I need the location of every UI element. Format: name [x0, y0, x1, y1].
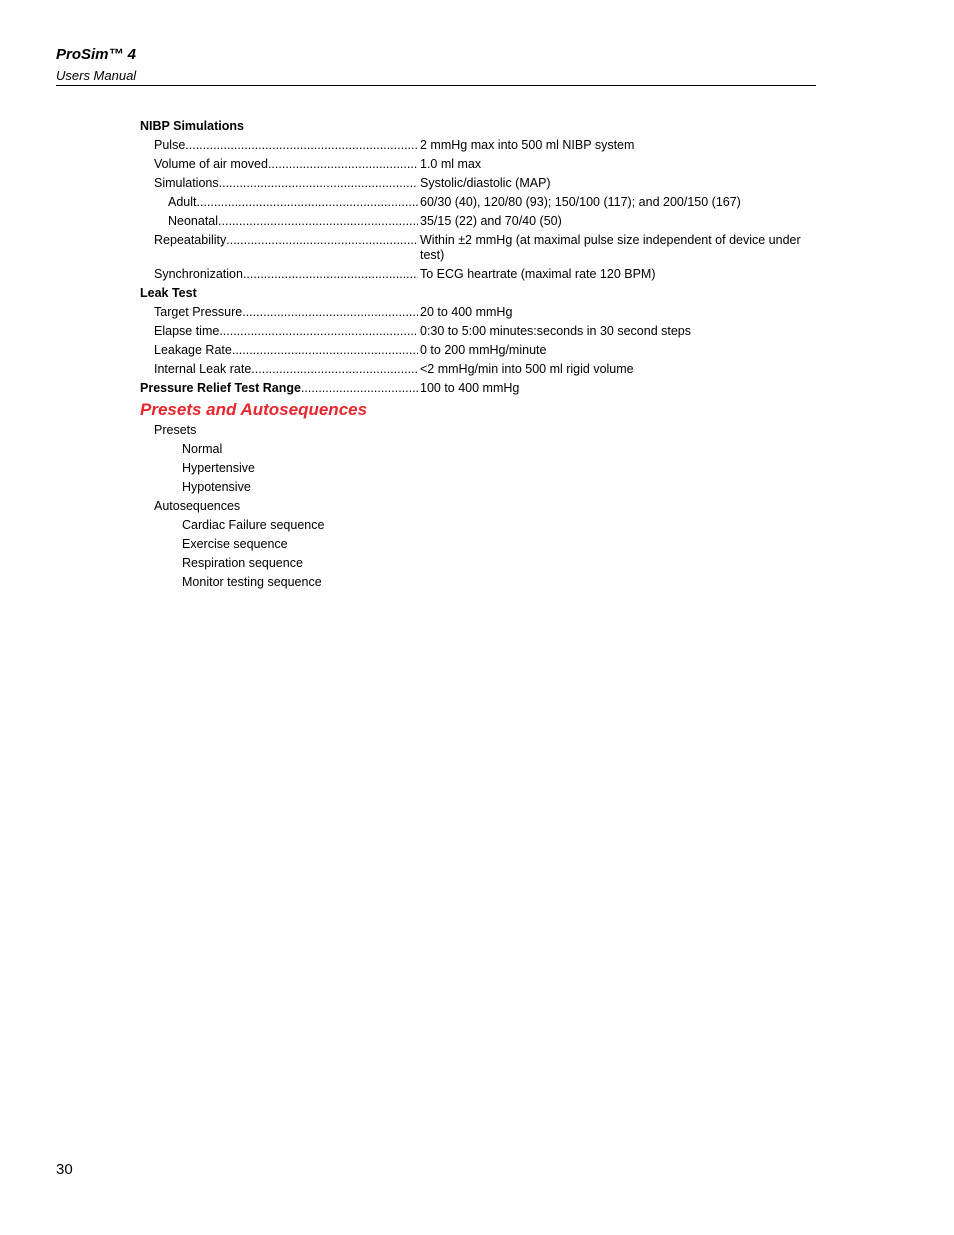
leak-test-heading: Leak Test — [140, 286, 197, 300]
spec-value: 1.0 ml max — [420, 157, 482, 171]
spec-row — [140, 362, 816, 377]
spec-label: Synchronization — [154, 267, 243, 281]
list-item: Respiration sequence — [182, 556, 303, 570]
spec-row — [140, 176, 816, 191]
spec-row — [140, 305, 816, 320]
spec-row — [140, 195, 816, 210]
list-item: Exercise sequence — [182, 537, 288, 551]
spec-label: Target Pressure — [154, 305, 243, 319]
list-item: Hypertensive — [182, 461, 255, 475]
spec-label: Leakage Rate — [154, 343, 232, 357]
list-item: Hypotensive — [182, 480, 251, 494]
spec-label: Neonatal — [168, 214, 219, 228]
list-item: Cardiac Failure sequence — [182, 518, 325, 532]
spec-label: Pressure Relief Test Range — [140, 381, 301, 395]
spec-value: 0:30 to 5:00 minutes:seconds in 30 second steps — [420, 324, 692, 338]
spec-label: Elapse time — [154, 324, 220, 338]
spec-value: To ECG heartrate (maximal rate 120 BPM) — [420, 267, 656, 281]
list-item: Monitor testing sequence — [182, 575, 322, 589]
manual-subtitle: Users Manual — [56, 68, 137, 83]
spec-value: 0 to 200 mmHg/minute — [420, 343, 547, 357]
spec-value: 100 to 400 mmHg — [420, 381, 520, 395]
spec-label: Volume of air moved — [154, 157, 268, 171]
manual-title: ProSim™ 4 — [56, 46, 137, 63]
spec-value: 20 to 400 mmHg — [420, 305, 513, 319]
page-number: 30 — [56, 1161, 73, 1178]
spec-value: 35/15 (22) and 70/40 (50) — [420, 214, 562, 228]
spec-value: 2 mmHg max into 500 ml NIBP system — [420, 138, 635, 152]
spec-row-pressure-relief — [140, 381, 816, 396]
spec-label: Repeatability — [154, 233, 227, 247]
spec-row — [140, 214, 816, 229]
spec-label: Internal Leak rate — [154, 362, 252, 376]
spec-label: Pulse — [154, 138, 186, 152]
spec-value: Within ±2 mmHg (at maximal pulse size independent of device under test) — [420, 233, 801, 262]
spec-row — [140, 324, 816, 339]
spec-label: Simulations — [154, 176, 219, 190]
header-divider — [56, 85, 816, 86]
spec-row — [140, 343, 816, 358]
presets-section-heading: Presets and Autosequences — [140, 400, 368, 419]
spec-row — [140, 138, 816, 153]
spec-value: 60/30 (40), 120/80 (93); 150/100 (117); and 200/150 (167) — [420, 195, 741, 209]
spec-row — [140, 157, 816, 172]
spec-content — [140, 119, 816, 594]
spec-value: Systolic/diastolic (MAP) — [420, 176, 551, 190]
nibp-heading: NIBP Simulations — [140, 119, 244, 133]
presets-label: Presets — [154, 423, 197, 437]
spec-value: <2 mmHg/min into 500 ml rigid volume — [420, 362, 634, 376]
autosequences-label: Autosequences — [154, 499, 241, 513]
spec-row — [140, 267, 816, 282]
spec-row — [140, 233, 816, 263]
spec-label: Adult — [168, 195, 197, 209]
list-item: Normal — [182, 442, 223, 456]
